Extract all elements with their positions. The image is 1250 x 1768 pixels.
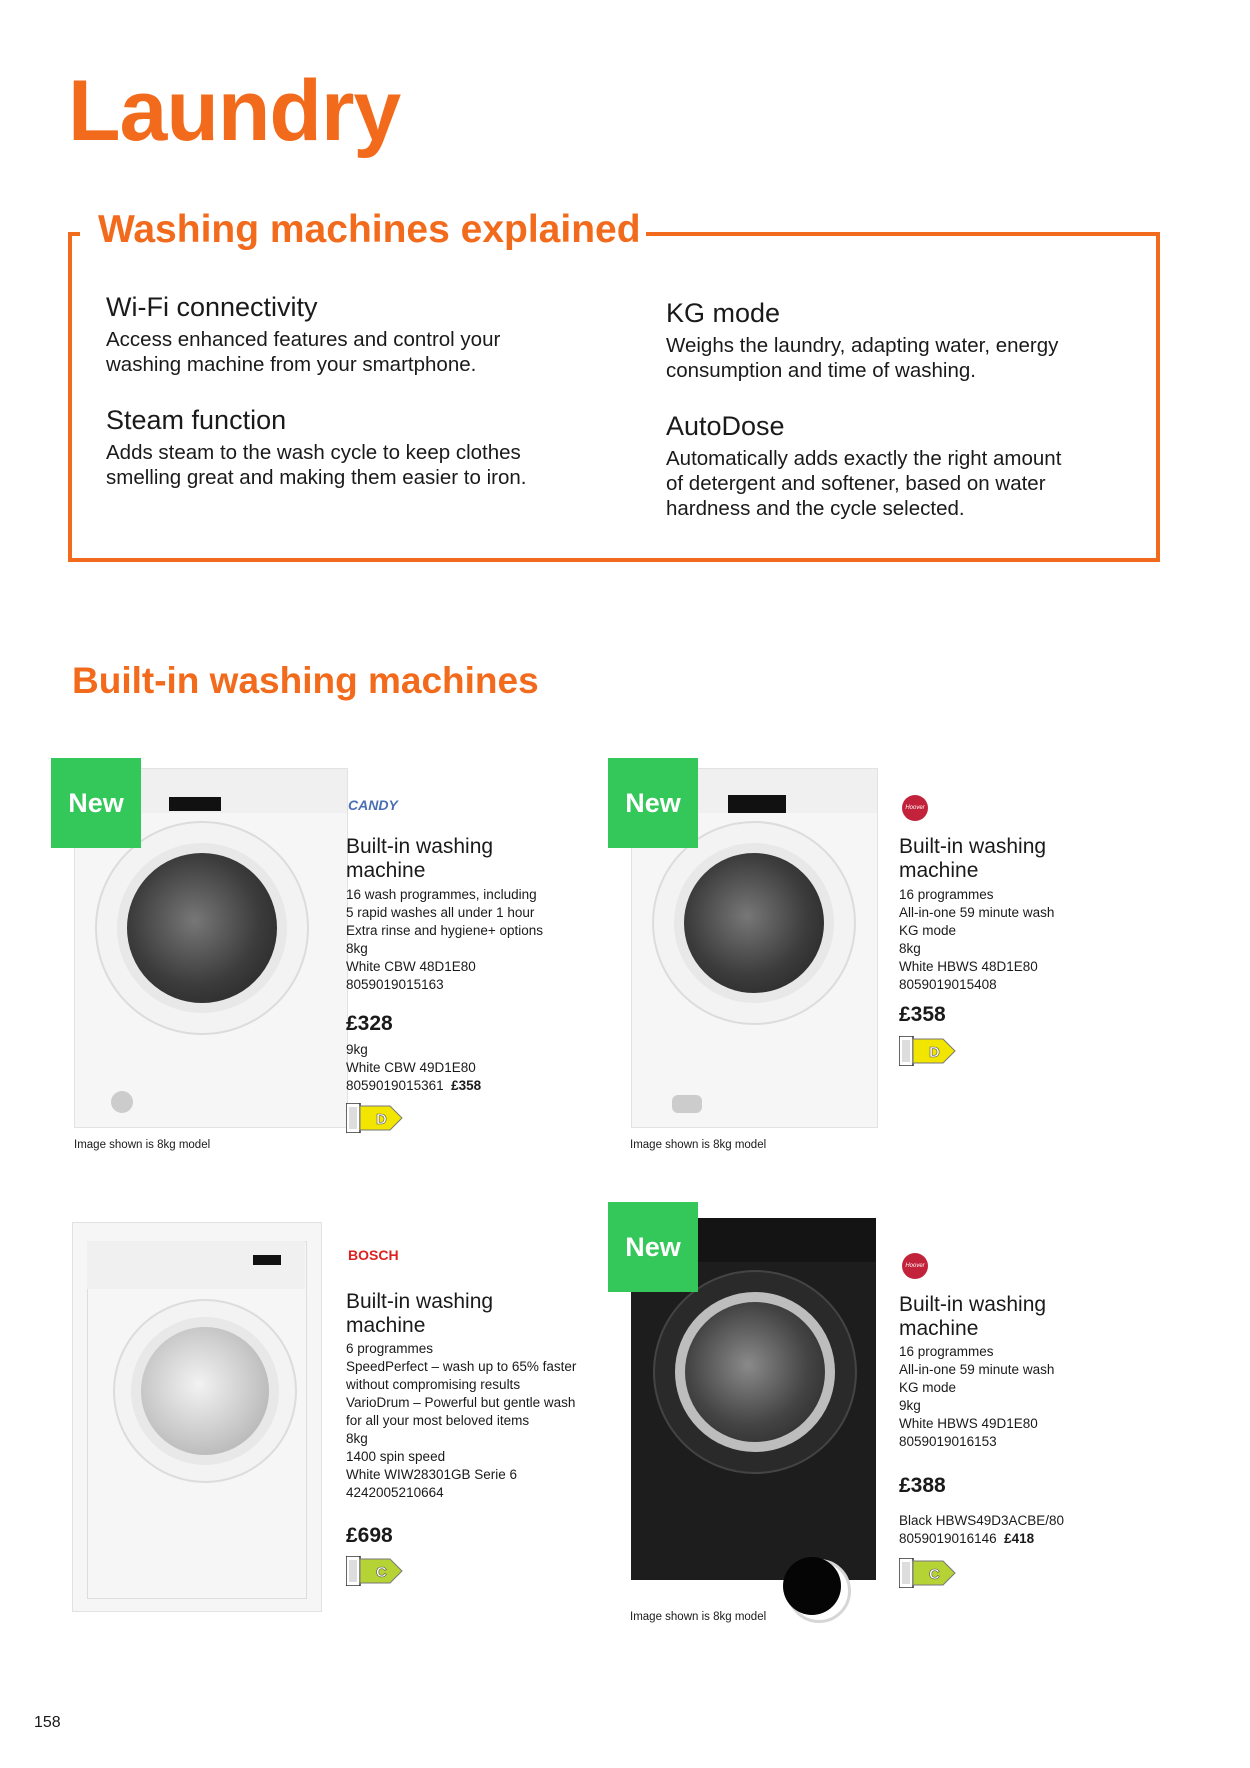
image-caption: Image shown is 8kg model (630, 1139, 767, 1151)
spec-line: White HBWS 49D1E80 (899, 1416, 1038, 1431)
spec-line: without compromising results (346, 1377, 521, 1392)
spec-line: 9kg (899, 1398, 921, 1413)
spec-line: 8059019016153 (899, 1434, 997, 1449)
knob (672, 1095, 702, 1113)
variant-price: £418 (1004, 1531, 1035, 1546)
display (728, 795, 786, 813)
image-caption: Image shown is 8kg model (74, 1139, 211, 1151)
spec-line: Extra rinse and hygiene+ options (346, 923, 544, 938)
drum (674, 843, 834, 1003)
feature-line: consumption and time of washing. (666, 359, 976, 382)
title-line: machine (899, 859, 979, 882)
title-line: Built-in washing (899, 1293, 1047, 1316)
feature-line: smelling great and making them easier to iron. (106, 466, 527, 489)
feature-text (106, 327, 500, 377)
page-number: 158 (34, 1714, 61, 1731)
feature-line: Automatically adds exactly the right amount (666, 447, 1062, 470)
spec-line: 8059019015163 (346, 977, 444, 992)
brand-text: Hoover (905, 805, 925, 811)
feature-heading: AutoDose (666, 411, 785, 441)
control-panel (87, 1241, 305, 1289)
title-line: Built-in washing (346, 1290, 494, 1313)
title-line: machine (346, 859, 426, 882)
spec-line: 1400 spin speed (346, 1449, 446, 1464)
energy-rating: C (376, 1564, 387, 1581)
section-title: Built-in washing machines (72, 660, 539, 701)
energy-label-icon (346, 1556, 406, 1586)
product-title (346, 835, 493, 883)
product-price: £358 (899, 1003, 946, 1026)
display (253, 1255, 281, 1265)
variant-code: 8059019015361 (346, 1078, 444, 1093)
feature-text (106, 440, 526, 490)
spec-line: VarioDrum – Powerful but gentle wash (346, 1395, 576, 1410)
product-specs (899, 1343, 1054, 1451)
door (652, 821, 856, 1025)
spec-line: KG mode (899, 923, 957, 938)
feature-kg-mode (666, 298, 1058, 383)
product-specs (346, 1340, 576, 1502)
new-badge: New (608, 758, 698, 848)
product-title (899, 835, 1046, 883)
feature-line: of detergent and softener, based on water (666, 472, 1046, 495)
door (113, 1299, 297, 1483)
drum (675, 1292, 835, 1452)
variant-code: 8059019016146 (899, 1531, 997, 1546)
title-line: Built-in washing (899, 835, 1047, 858)
spec-line: All-in-one 59 minute wash (899, 1362, 1055, 1377)
variant-price: £358 (451, 1078, 482, 1093)
product-image-bosch (72, 1222, 322, 1612)
energy-rating: D (929, 1044, 940, 1061)
hoover-logo (902, 1253, 928, 1279)
feature-text (666, 333, 1058, 383)
energy-label-icon (899, 1036, 959, 1066)
product-variant (899, 1512, 1064, 1548)
hoover-logo (902, 795, 928, 821)
feature-line: Weighs the laundry, adapting water, energy (666, 334, 1059, 357)
drum (117, 843, 287, 1013)
feature-line: hardness and the cycle selected. (666, 497, 965, 520)
knob (111, 1091, 133, 1113)
new-badge: New (51, 758, 141, 848)
box-border-top-right (646, 232, 1160, 236)
title-line: Built-in washing (346, 835, 494, 858)
energy-rating: D (376, 1111, 387, 1128)
feature-autodose (666, 411, 1061, 521)
product-specs (346, 886, 543, 994)
spec-line: Black HBWS49D3ACBE/80 (899, 1513, 1065, 1528)
product-variant (346, 1041, 481, 1095)
spec-line: 8kg (346, 1431, 368, 1446)
box-border-top-left (68, 232, 80, 236)
spec-line: 4242005210664 (346, 1485, 444, 1500)
explained-title: Washing machines explained (98, 208, 641, 251)
door (95, 821, 309, 1035)
spec-line: 8kg (346, 941, 368, 956)
spec-line: 8059019015408 (899, 977, 997, 992)
spec-line: White HBWS 48D1E80 (899, 959, 1038, 974)
spec-line: 16 wash programmes, including (346, 887, 537, 902)
feature-line: Access enhanced features and control your (106, 328, 501, 351)
feature-line: washing machine from your smartphone. (106, 353, 477, 376)
spec-line: SpeedPerfect – wash up to 65% faster (346, 1359, 577, 1374)
page-title: Laundry (68, 63, 401, 159)
display (169, 797, 221, 811)
feature-heading: Steam function (106, 405, 287, 435)
drum (131, 1317, 279, 1465)
spec-line: for all your most beloved items (346, 1413, 530, 1428)
product-specs (899, 886, 1054, 994)
product-title (346, 1290, 493, 1338)
spec-line: White CBW 48D1E80 (346, 959, 476, 974)
spec-line: 16 programmes (899, 1344, 994, 1359)
spec-line: 5 rapid washes all under 1 hour (346, 905, 535, 920)
energy-label-icon (899, 1558, 959, 1588)
title-line: machine (346, 1314, 426, 1337)
spec-line: 9kg (346, 1042, 368, 1057)
image-caption: Image shown is 8kg model (630, 1611, 767, 1623)
product-price: £328 (346, 1012, 393, 1035)
feature-heading: KG mode (666, 298, 781, 328)
title-line: machine (899, 1317, 979, 1340)
brand-text: Hoover (905, 1263, 925, 1269)
spec-line: White WIW28301GB Serie 6 (346, 1467, 518, 1482)
product-price: £698 (346, 1524, 393, 1547)
feature-heading: Wi-Fi connectivity (106, 292, 318, 322)
energy-label-icon (346, 1103, 406, 1133)
feature-wifi (106, 292, 500, 377)
feature-steam (106, 405, 526, 490)
spec-line: All-in-one 59 minute wash (899, 905, 1055, 920)
spec-line: 6 programmes (346, 1341, 434, 1356)
spec-line: White CBW 49D1E80 (346, 1060, 476, 1075)
new-badge: New (608, 1202, 698, 1292)
feature-line: Adds steam to the wash cycle to keep clothes (106, 441, 521, 464)
feature-text (666, 446, 1061, 521)
candy-logo: CANDY (348, 797, 398, 813)
door (653, 1270, 857, 1474)
brand-text: BOSCH (348, 1247, 399, 1263)
spec-line: 16 programmes (899, 887, 994, 902)
spec-line: 8kg (899, 941, 921, 956)
product-price: £388 (899, 1474, 946, 1497)
product-title (899, 1293, 1046, 1341)
colour-swatch-black (783, 1557, 841, 1615)
spec-line: KG mode (899, 1380, 957, 1395)
energy-rating: C (929, 1566, 940, 1583)
bosch-logo (348, 1247, 399, 1263)
